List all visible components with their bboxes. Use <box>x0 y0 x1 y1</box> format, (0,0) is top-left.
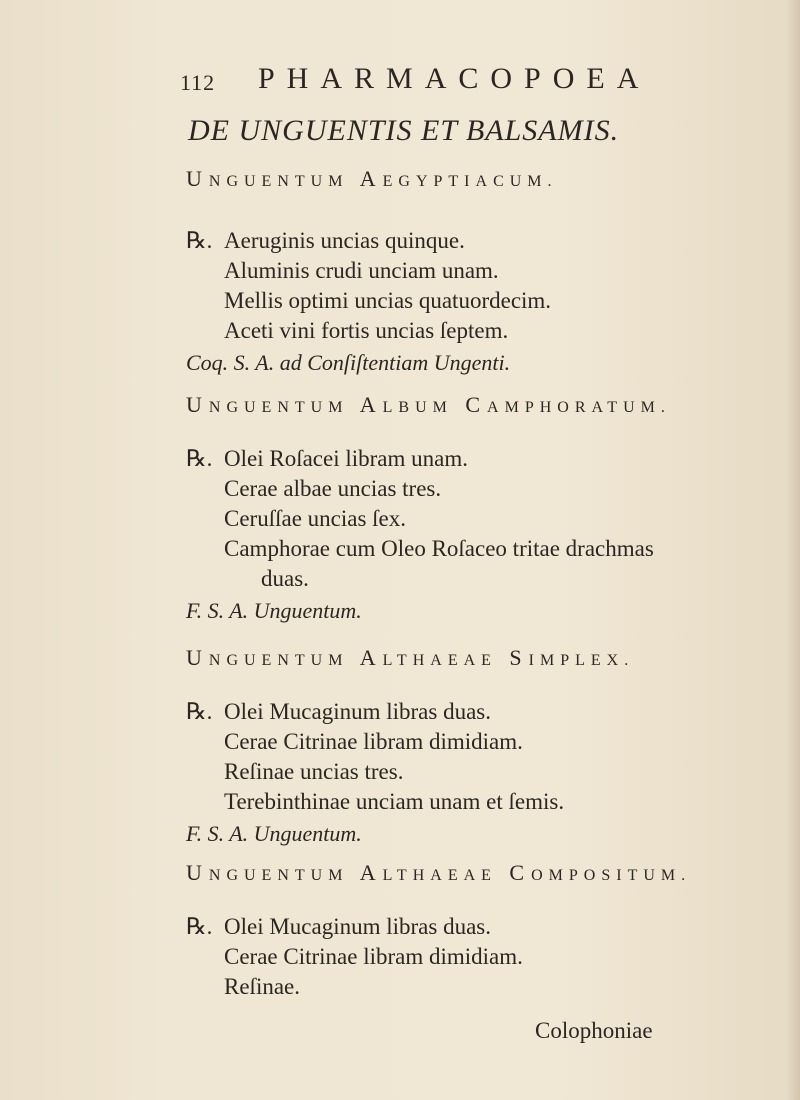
ingredient-text: Olei Roſacei libram unam. <box>224 446 468 471</box>
ingredient-line: Cerae Citrinae libram dimidiam. <box>224 944 523 969</box>
recipe-heading: UNGUENTUM ALTHAEAE COMPOSITUM. <box>186 860 692 885</box>
recipe-block <box>186 697 564 851</box>
recipe-block <box>186 444 654 628</box>
ingredient-line <box>186 912 523 942</box>
recipe-heading: UNGUENTUM ALBUM CAMPHORATUM. <box>186 392 671 417</box>
preparation-direction: F. S. A. Unguentum. <box>186 821 362 846</box>
recipe-heading: UNGUENTUM AEGYPTIACUM. <box>186 166 558 191</box>
recipe-symbol: ℞. <box>186 914 213 939</box>
ingredient-line: Reſinae uncias tres. <box>224 759 404 784</box>
section-title: DE UNGUENTIS ET BALSAMIS. <box>188 114 620 147</box>
ingredient-line: Ceruſſae uncias ſex. <box>224 506 407 531</box>
ingredient-text: Aeruginis uncias quinque. <box>224 228 465 253</box>
ingredient-line: Aceti vini fortis uncias ſeptem. <box>224 318 509 343</box>
ingredient-continuation: duas. <box>261 566 309 591</box>
ingredient-line <box>186 226 551 256</box>
running-title: PHARMACOPOEA <box>258 62 651 95</box>
ingredient-line: Cerae Citrinae libram dimidiam. <box>224 729 523 754</box>
running-header <box>180 62 700 102</box>
catchword: Colophoniae <box>535 1018 653 1043</box>
ingredient-line: Terebinthinae unciam unam et ſemis. <box>224 789 565 814</box>
ingredient-line: Cerae albae uncias tres. <box>224 476 442 501</box>
preparation-direction: F. S. A. Unguentum. <box>186 598 362 623</box>
recipe-block <box>186 912 523 1002</box>
ingredient-line <box>186 697 564 727</box>
page-number: 112 <box>180 70 216 95</box>
ingredient-text: Olei Mucaginum libras duas. <box>224 914 492 939</box>
ingredient-text: Olei Mucaginum libras duas. <box>224 699 492 724</box>
recipe-symbol: ℞. <box>186 446 213 471</box>
ingredient-line: Reſinae. <box>224 974 300 999</box>
preparation-direction: Coq. S. A. ad Conſiſtentiam Ungenti. <box>186 350 511 375</box>
ingredient-line: Mellis optimi uncias quatuordecim. <box>224 288 552 313</box>
recipe-block <box>186 226 551 380</box>
ingredient-line <box>186 444 654 474</box>
page-edge-shadow <box>786 0 800 1100</box>
recipe-symbol: ℞. <box>186 699 213 724</box>
recipe-symbol: ℞. <box>186 228 213 253</box>
ingredient-line: Camphorae cum Oleo Roſaceo tritae drachmas <box>224 536 654 561</box>
recipe-heading: UNGUENTUM ALTHAEAE SIMPLEX. <box>186 645 635 670</box>
ingredient-line: Aluminis crudi unciam unam. <box>224 258 499 283</box>
